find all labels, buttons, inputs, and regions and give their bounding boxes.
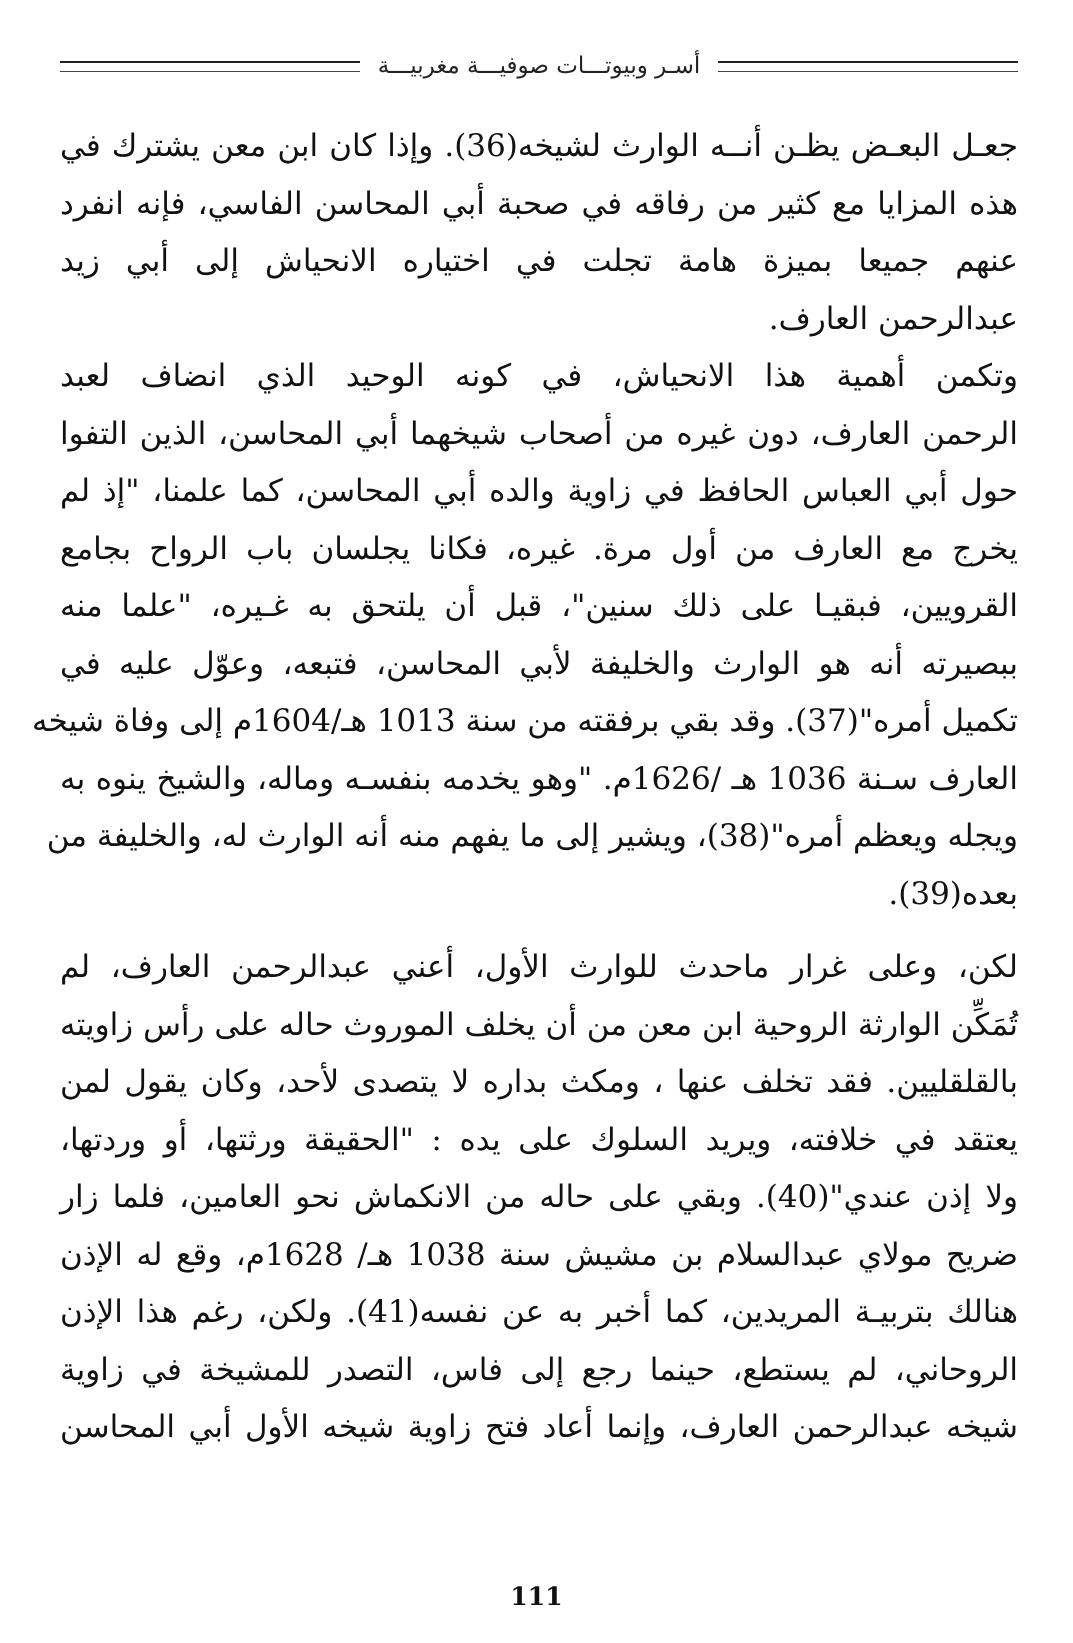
text-line: بعده(39). <box>888 875 1018 912</box>
body-text <box>31 118 1018 1508</box>
text-line: القرويين، فبقيـا على ذلك سنين"، قبل أن يلتحق به غـيره، "علما منه <box>60 588 1018 624</box>
text-line: الرحمن العارف، دون غيره من أصحاب شيخهما أبي المحاسن، الذين التفوا <box>60 415 1018 452</box>
text-line: ويجله ويعظم أمره"(38)، ويشير إلى ما يفهم منه أنه الوارث له، والخليفة من <box>46 818 1018 854</box>
text-line: هذه المزايا مع كثير من رفاقه في صحبة أبي المحاسن الفاسي، فإنه انفرد <box>60 185 1018 222</box>
paragraph-1 <box>60 118 1018 348</box>
header-rule-right <box>718 61 1018 72</box>
text-line: هنالك بتربيـة المريدين، كما أخبر به عن نفسه(41). ولكن، رغم هذا الإذن <box>60 1294 1018 1330</box>
text-line: ببصيرته أنه هو الوارث والخليفة لأبي المحاسن، فتبعه، وعوّل عليه في <box>60 645 1018 682</box>
text-line: يعتقد في خلافته، ويريد السلوك على يده : "الحقيقة ورثتها، أو وردتها، <box>60 1121 1018 1158</box>
text-line: تُمَكِّن الوارثة الروحية ابن معن من أن يخلف الموروث حاله على رأس زاويته <box>60 1006 1018 1043</box>
running-title: أسـر وبيوتـــات صوفيـــة مغربيـــة <box>377 53 701 79</box>
page-number: 111 <box>510 1582 563 1611</box>
paragraph-2 <box>31 348 1018 923</box>
text-line: الروحاني، لم يستطع، حينما رجع إلى فاس، التصدر للمشيخة في زاوية <box>60 1351 1018 1388</box>
text-line: ضريح مولاي عبدالسلام بن مشيش سنة 1038 هـ/ 1628م، وقع له الإذن <box>60 1236 1018 1273</box>
text-line: حول أبي العباس الحافظ في زاوية والده أبي المحاسن، كما علمنا، "إذ لم <box>60 473 1018 509</box>
paragraph-3 <box>60 939 1018 1457</box>
text-line: ولا إذن عندي"(40). وبقي على حاله من الانكماش نحو العامين، فلما زار <box>60 1179 1018 1215</box>
text-line: جعـل البعـض يظـن أنــه الوارث لشيخه(36). وإذا كان ابن معن يشترك في <box>60 128 1018 164</box>
text-line: بالقلقليين. فقد تخلف عنها ، ومكث بداره لا يتصدى لأحد، وكان يقول لمن <box>60 1064 1018 1100</box>
text-line: وتكمن أهمية هذا الانحياش، في كونه الوحيد الذي انضاف لعبد <box>60 358 1018 394</box>
text-line: العارف سـنة 1036 هـ /1626م. "وهو يخدمه بنفسـه وماله، والشيخ ينوه به <box>60 760 1018 797</box>
running-header <box>60 46 1018 86</box>
text-line: عنهم جميعا بميزة هامة تجلت في اختياره الانحياش إلى أبي زيد <box>60 243 1018 279</box>
text-line: شيخه عبدالرحمن العارف، وإنما أعاد فتح زاوية شيخه الأول أبي المحاسن <box>60 1409 1018 1445</box>
text-line: تكميل أمره"(37). وقد بقي برفقته من سنة 1013 هـ/1604م إلى وفاة شيخه <box>31 703 1018 739</box>
text-line: لكن، وعلى غرار ماحدث للوارث الأول، أعني عبدالرحمن العارف، لم <box>60 949 1018 985</box>
text-line: عبدالرحمن العارف. <box>768 300 1018 337</box>
text-line: يخرج مع العارف من أول مرة. غيره، فكانا يجلسان باب الرواح بجامع <box>60 530 1018 567</box>
header-rule-left <box>60 61 360 72</box>
